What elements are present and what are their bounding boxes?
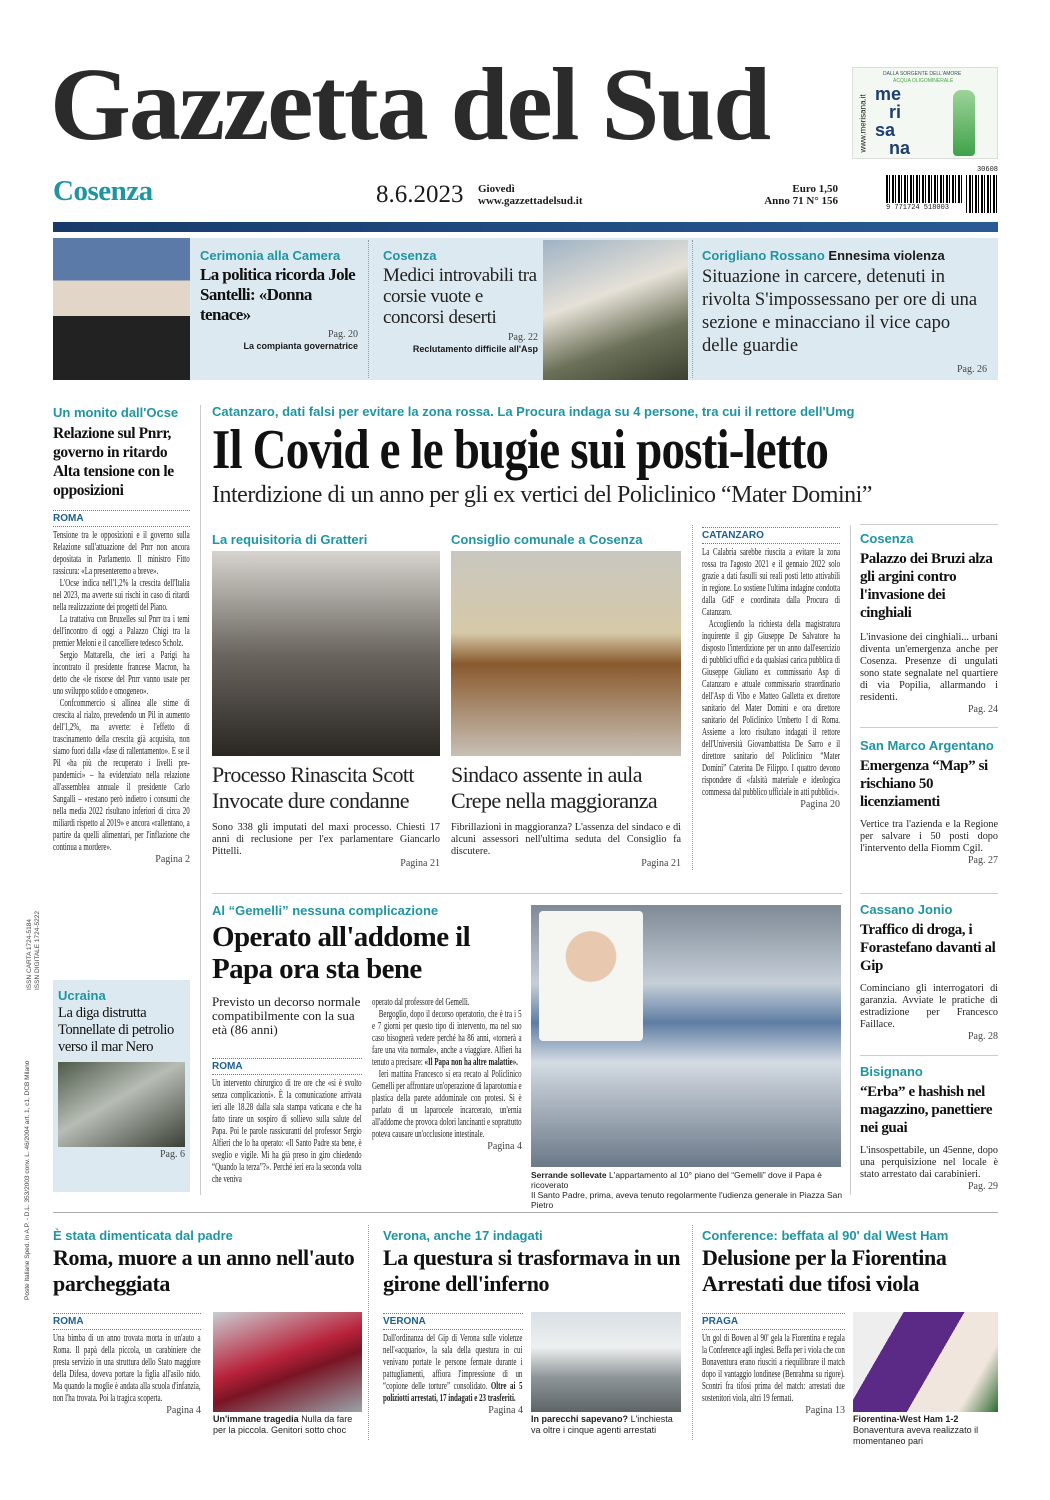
bimba-body (53, 1313, 201, 1417)
page-ref: Pagina 4 (488, 1405, 523, 1416)
weekday: Giovedì (478, 183, 515, 195)
article-headline: Relazione sul Pnrr, governo in ritardo Alta tensione con le opposizioni (53, 425, 174, 499)
page-ref: Pagina 4 (166, 1405, 201, 1416)
article-pnrr[interactable] (53, 405, 190, 866)
paragraph: Ieri mattina Francesco si era recato al Policlinico Gemelli per affrontare un'operazione di laparotomia e plastica della parete addominale con protesi. Si è parlato di un laparocele incarcerato, un'ernia all'addome che provoca dolori lancinanti e soprattutto poteva causare un'occlusione intestinale. (372, 1069, 522, 1140)
article-cinghiali[interactable] (860, 531, 998, 716)
teaser-headline: La politica ricorda Jole Santelli: «Donna tenace» (200, 265, 356, 324)
page-ref: Pagina 2 (155, 854, 190, 865)
paragraph-text: Bergoglio, dopo il decorso operatorio, che è tra i 5 e 7 giorni per questo tipo di intervento, ma nel suo caso bisognerà vedere perché ha 86 anni, «tornerà a fare una vita normale», anche a viaggiare. Alfieri ha tenuto a precisare: (372, 1009, 522, 1068)
ad-brand (875, 85, 910, 157)
teaser-kicker (702, 248, 987, 263)
paragraph: La trattativa con Bruxelles sul Pnrr tra i temi dell'incontro di oggi a Palazzo Chigi tra la premier Meloni e il cancelliere tedesco Scholz. (53, 614, 190, 649)
article-headline: Sindaco assente in aula Crepe nella maggioranza (451, 762, 658, 813)
pope-col2 (372, 997, 522, 1153)
photo-dam (58, 1062, 185, 1147)
article-summary: Cominciano gli interrogatori di garanzia. Avviate le pratiche di estradizione per Francesco Faillace. (860, 983, 998, 1030)
legal-line: Poste Italiane Sped. in A.P. - D.L. 353/2003 conv. L. 46/2004 art. 1, c1, DCB Milano (24, 1060, 31, 1300)
body-bold: Oltre ai 5 poliziotti arrestati, 17 indagati e 23 trasferiti. (383, 1381, 523, 1404)
article-kicker: La requisitoria di Gratteri (212, 532, 368, 547)
paragraph: L'Ocse indica nell'1,2% la crescita dell'Italia nel 2023, ma avverte sui rischi in caso di ritardi nella realizzazione dei progetti del Piano. (53, 578, 190, 613)
paragraph (372, 1009, 522, 1069)
article-summary: Sono 338 gli imputati del maxi processo. Chiesti 17 anni di reclusione per l'ex parlamentare Giancarlo Pittelli. (212, 822, 440, 857)
photo-pope (531, 905, 841, 1167)
article-body: Un intervento chirurgico di tre ore che «si è svolto senza complicazioni». È la comunicazione arrivata ieri alle 18.28 dalla sala stampa vaticana e che ha fatto tirare un sospiro di sollievo sulla salute del Papa. Poi le parole rassicuranti del professor Sergio Alfieri che lo ha operato: «Il Santo Padre sta bene, è sveglio e vigile. Mi ha già preso in giro chiedendo “Quando la terza”?». Perché ieri era la seconda volta che veniva (212, 1078, 362, 1185)
lead-story[interactable] (212, 404, 1002, 509)
article-kicker: Verona, anche 17 indagati (383, 1228, 543, 1243)
article-kicker: San Marco Argentano (860, 738, 994, 753)
issue-date: 8.6.2023 (376, 181, 464, 208)
article-kicker: Al “Gemelli” nessuna complicazione (212, 903, 439, 918)
teaser-caption: Reclutamento difficile all'Asp (412, 344, 538, 354)
article-headline: Operato all'addome il Papa ora sta bene (212, 921, 471, 985)
page-ref: Pag. 27 (968, 855, 998, 866)
pope-subtitle: Previsto un decorso normale compatibilmente con la sua età (86 anni) (212, 994, 361, 1037)
website-link[interactable]: www.gazzettadelsud.it (478, 195, 583, 207)
article-headline: Traffico di droga, i Forastefano davanti al Gip (860, 922, 996, 974)
edition-name: Cosenza (53, 175, 153, 207)
box-ukraine[interactable] (53, 980, 190, 1192)
page-ref: Pagina 4 (487, 1141, 522, 1152)
legal-notice (24, 1061, 31, 1300)
article-kicker: Ucraina (58, 988, 106, 1003)
article-headline: Palazzo dei Bruzi alza gli argini contro l'invasione dei cinghiali (860, 551, 993, 621)
article-summary: L'invasione dei cinghiali... urbani diventa un'emergenza anche per Cosenza. Presenze di ungulati sono state segnalate nel quartiere di via Popilia, allarmando i residenti. (860, 632, 998, 703)
ad-brand-line: na (889, 138, 911, 158)
photo-courtroom (212, 551, 440, 756)
pope-figure (539, 911, 643, 1041)
paragraph: Tensione tra le opposizioni e il governo sulla Relazione sull'attuazione del Pnrr non ancora depositata in Parlamento. Il ministro Fitto rassicura: «La presenteremo a breve». (53, 530, 190, 577)
ad-subtitle: ACQUA OLIGOMINERALE (893, 78, 954, 84)
paragraph: Sergio Mattarella, che ieri a Parigi ha incontrato il presidente francese Macron, ha detto che «le risorse del Pnrr vanno usate per uno sviluppo solido e omogeneo». (53, 650, 190, 697)
dateline: CATANZARO (702, 527, 840, 544)
article-fiorentina[interactable] (702, 1228, 1002, 1297)
page-ref: Pag. 28 (968, 1031, 998, 1042)
page-ref: Pag. 29 (968, 1181, 998, 1192)
caption-bold: Serrande sollevate (531, 1170, 607, 1180)
caption-text: L'inchiesta va oltre i cinque agenti arrestati (531, 1414, 673, 1435)
paragraph: La Calabria sarebbe riuscita a evitare la zona rossa tra l'agosto 2021 e il gennaio 2022 solo grazie a dati fasulli sui reali posti letto attivabili in regione. Lo sostiene l'ultima indagine condotta dalla GdF e coordinata dalla Procura di Catanzaro. (702, 547, 841, 618)
page-ref: Pagina 21 (400, 858, 440, 869)
fiorentina-caption (853, 1414, 1003, 1447)
dateline: ROMA (53, 510, 190, 527)
lead-subtitle: Interdizione di un anno per gli ex vertici del Policlinico “Mater Domini” (212, 482, 872, 508)
teaser-medici[interactable] (383, 248, 538, 354)
teaser-kicker-place: Corigliano Rossano (702, 248, 825, 263)
paragraph: Confcommercio si allinea alle stime di crescita al rialzo, prevedendo un Pil in aumento dell'1,2%, ma avverte: è l'effetto di trascinamento della crescita già acquisita, non siamo fuori dalla «fase di rallentamento». E se il Pil «ha più che recuperato i livelli pre-pandemici» – ha evidenziato nella relazione all'assemblea annuale il presidente Carlo Sangalli – «restano però indietro i consumi che nella media 2022 risultano inferiori di circa 20 miliardi rispetto al 2019» e ancora «rallentano, a partire da quelli alimentari, per l'inflazione che continua a mordere». (53, 698, 190, 853)
article-body (702, 547, 840, 799)
article-kicker: Bisignano (860, 1064, 923, 1079)
ad-tagline: DALLA SORGENTE DELL'AMORE (883, 71, 962, 77)
article-headline: Processo Rinascita Scott Invocate dure condanne (212, 762, 414, 813)
photo-council (451, 551, 681, 756)
article-questura[interactable] (383, 1228, 688, 1297)
pope-caption (531, 1170, 843, 1210)
page-ref: Pag. 24 (968, 704, 998, 715)
article-headline: La questura si trasformava in un girone dell'inferno (383, 1245, 681, 1296)
page-ref: Pagina 20 (800, 799, 840, 810)
dateline: ROMA (53, 1313, 201, 1330)
article-hashish[interactable] (860, 1064, 998, 1193)
article-bimba[interactable] (53, 1228, 363, 1297)
article-headline: La diga distrutta Tonnellate di petrolio verso il mar Nero (58, 1005, 174, 1055)
dateline: ROMA (212, 1058, 362, 1075)
lead-kicker: Catanzaro, dati falsi per evitare la zona rossa. La Procura indaga su 4 persone, tra cui il rettore dell'Umg (212, 404, 855, 419)
barcode-top-number: 30608 (976, 166, 998, 174)
dateline: VERONA (383, 1313, 523, 1330)
article-kicker: Cosenza (860, 531, 914, 546)
teaser-kicker-topic: Ennesima violenza (828, 248, 945, 263)
barcode (886, 166, 998, 214)
article-body (383, 1333, 522, 1405)
caption-text: Nulla da fare per la piccola. Genitori sotto choc (213, 1414, 353, 1435)
teaser-photo-hospital (543, 240, 688, 380)
teaser-page: Pag. 26 (957, 364, 987, 375)
article-summary: Fibrillazioni in maggioranza? L'assenza del sindaco e di alcuni assessori nell'ultima seduta del Consiglio fa discutere. (451, 822, 681, 857)
teaser-caption: La compianta governatrice (243, 341, 358, 351)
bimba-caption (213, 1414, 363, 1436)
teaser-page: Pag. 20 (328, 329, 358, 340)
bottle-icon (953, 90, 975, 156)
article-kicker: Consiglio comunale a Cosenza (451, 532, 643, 547)
caption-bold: In parecchi sapevano? (531, 1414, 629, 1424)
teaser-headline: Situazione in carcere, detenuti in rivolta S'impossessano per ore di una sezione e minacciano il vice capo delle guardie (702, 267, 978, 356)
article-pope[interactable] (212, 903, 524, 985)
article-body (53, 530, 190, 854)
ad-brand-line: sa (875, 120, 896, 140)
caption-line (531, 1170, 843, 1190)
barcode-bottom-number: 9 771724 518003 (886, 204, 950, 212)
photo-questura (531, 1312, 681, 1412)
page-ref: Pagina 13 (805, 1405, 845, 1416)
lead-headline: Il Covid e le bugie sui posti-letto (212, 419, 829, 481)
price: Euro 1,50 (792, 183, 838, 195)
questura-caption (531, 1414, 683, 1436)
article-body: Una bimba di un anno trovata morta in un'auto a Roma. Il papà della piccola, un carabiniere che presta servizio in una struttura dello Stato maggiore della Difesa, doveva portare la figlia all'asilo nido. Ma quando la moglie è andata alla scuola d'infanzia, non l'ha trovata. Poi la tragica scoperta. (53, 1333, 201, 1404)
price-info (740, 183, 838, 207)
article-kicker: Un monito dall'Ocse (53, 405, 179, 420)
fiorentina-body (702, 1313, 845, 1417)
article-lead-body (702, 527, 840, 811)
photo-car (213, 1312, 362, 1412)
header-bar (53, 222, 998, 232)
issn-digital: ISSN DIGITALE 1724-5222 (34, 910, 41, 990)
teaser-photo-santelli (53, 238, 190, 380)
pope-col1 (212, 1058, 362, 1186)
article-gratteri[interactable] (212, 532, 440, 870)
article-headline: “Erba” e hashish nel magazzino, panettiere nei guai (860, 1084, 993, 1136)
article-summary: Vertice tra l'azienda e la Regione per salvare i 50 posti dopo l'intervento della Fiomm Cgil. (860, 819, 998, 854)
paragraph-quote: «Il Papa non ha altre malattie». (424, 1057, 518, 1068)
teaser-santelli[interactable] (200, 248, 358, 351)
paragraph: operato dal professore del Gemelli. (372, 997, 470, 1008)
article-headline: Emergenza “Map” si rischiano 50 licenziamenti (860, 758, 988, 810)
teaser-kicker: Cosenza (383, 248, 437, 263)
ad-brand-line: ri (889, 102, 902, 122)
body-text: Dall'ordinanza del Gip di Verona sulle violenze nell'«acquario», la sala della questura in cui venivano portate le persone fermate durante i pattugliamenti, affiora l'impressione di un “copione delle torture” consolidato. (383, 1333, 523, 1392)
article-summary: L'insospettabile, un 45enne, dopo una perquisizione nel locale è stato arrestato dai carabinieri. (860, 1145, 998, 1180)
teaser-headline: Medici introvabili tra corsie vuote e concorsi deserti (383, 265, 537, 328)
issn (26, 911, 42, 990)
caption-bold: Un'immane tragedia (213, 1414, 299, 1424)
article-headline: Roma, muore a un anno nell'auto parcheggiata (53, 1245, 355, 1296)
article-kicker: Cassano Jonio (860, 902, 953, 917)
paragraph: Accogliendo la richiesta della magistratura inquirente il gip Giuseppe De Salvatore ha disposto l'interdizione per un anno dall'esercizio di pubblici uffici e da qualsiasi carica pubblica di Giuseppe Giuliano ex commissario Asp di Catanzaro e attuale commissario straordinario dell'Asp di Vibo e Matteo Galletta ex direttore sanitario del Mater Domini e ora direttore sanitario del Policlinico Umberto I di Roma. Assieme a loro risultano indagati il rettore dell'Università Giovambattista De Sarro e il direttore sanitario del Policlinico “Mater Domini” Caterina De Filippo. I quattro devono rispondere di «falsità materiale e ideologica commessa dal pubblico ufficiale in atti pubblici». (702, 619, 841, 798)
questura-body (383, 1313, 523, 1417)
photo-match (853, 1312, 998, 1412)
article-consiglio[interactable] (451, 532, 681, 870)
teaser-carcere[interactable] (702, 248, 987, 376)
date-info (478, 183, 583, 207)
article-map[interactable] (860, 738, 998, 867)
advertisement (852, 67, 998, 159)
article-body (372, 997, 522, 1141)
page-ref: Pag. 6 (160, 1149, 185, 1160)
masthead-title: Gazzetta del Sud (50, 47, 770, 162)
issue-number: Anno 71 N° 156 (764, 195, 838, 207)
caption-line: Il Santo Padre, prima, aveva tenuto regolarmente l'udienza generale in Piazza San Pietro (531, 1190, 843, 1210)
issn-print: ISSN CARTA 1724-5184 (26, 919, 33, 990)
article-body: Un gol di Bowen al 90' gela la Fiorentina e regala la Conference agli inglesi. Beffa per i viola che con Bonaventura erano riusciti a riequilibrare il match dopo il vantaggio londinese (Benrahma su rigore). Scontri fra tifosi prima del match: arrestati due sostenitori viola, altri 19 fermati. (702, 1333, 845, 1404)
article-kicker: Conference: beffata al 90' dal West Ham (702, 1228, 949, 1243)
article-kicker: È stata dimenticata dal padre (53, 1228, 233, 1243)
article-headline: Delusione per la Fiorentina Arrestati due tifosi viola (702, 1245, 947, 1296)
dateline: PRAGA (702, 1313, 845, 1330)
article-droga[interactable] (860, 902, 998, 1043)
teaser-kicker: Cerimonia alla Camera (200, 248, 341, 263)
caption-text: L'appartamento al 10° piano del “Gemelli” dove il Papa è ricoverato (531, 1170, 822, 1190)
caption-bold: Fiorentina-West Ham 1-2 (853, 1414, 959, 1424)
caption-text: Bonaventura aveva realizzato il momentaneo pari (853, 1425, 979, 1446)
ad-url: www.merisana.it (858, 94, 868, 153)
ad-brand-line: me (875, 84, 902, 104)
teaser-page: Pag. 22 (508, 332, 538, 343)
page-ref: Pagina 21 (641, 858, 681, 869)
